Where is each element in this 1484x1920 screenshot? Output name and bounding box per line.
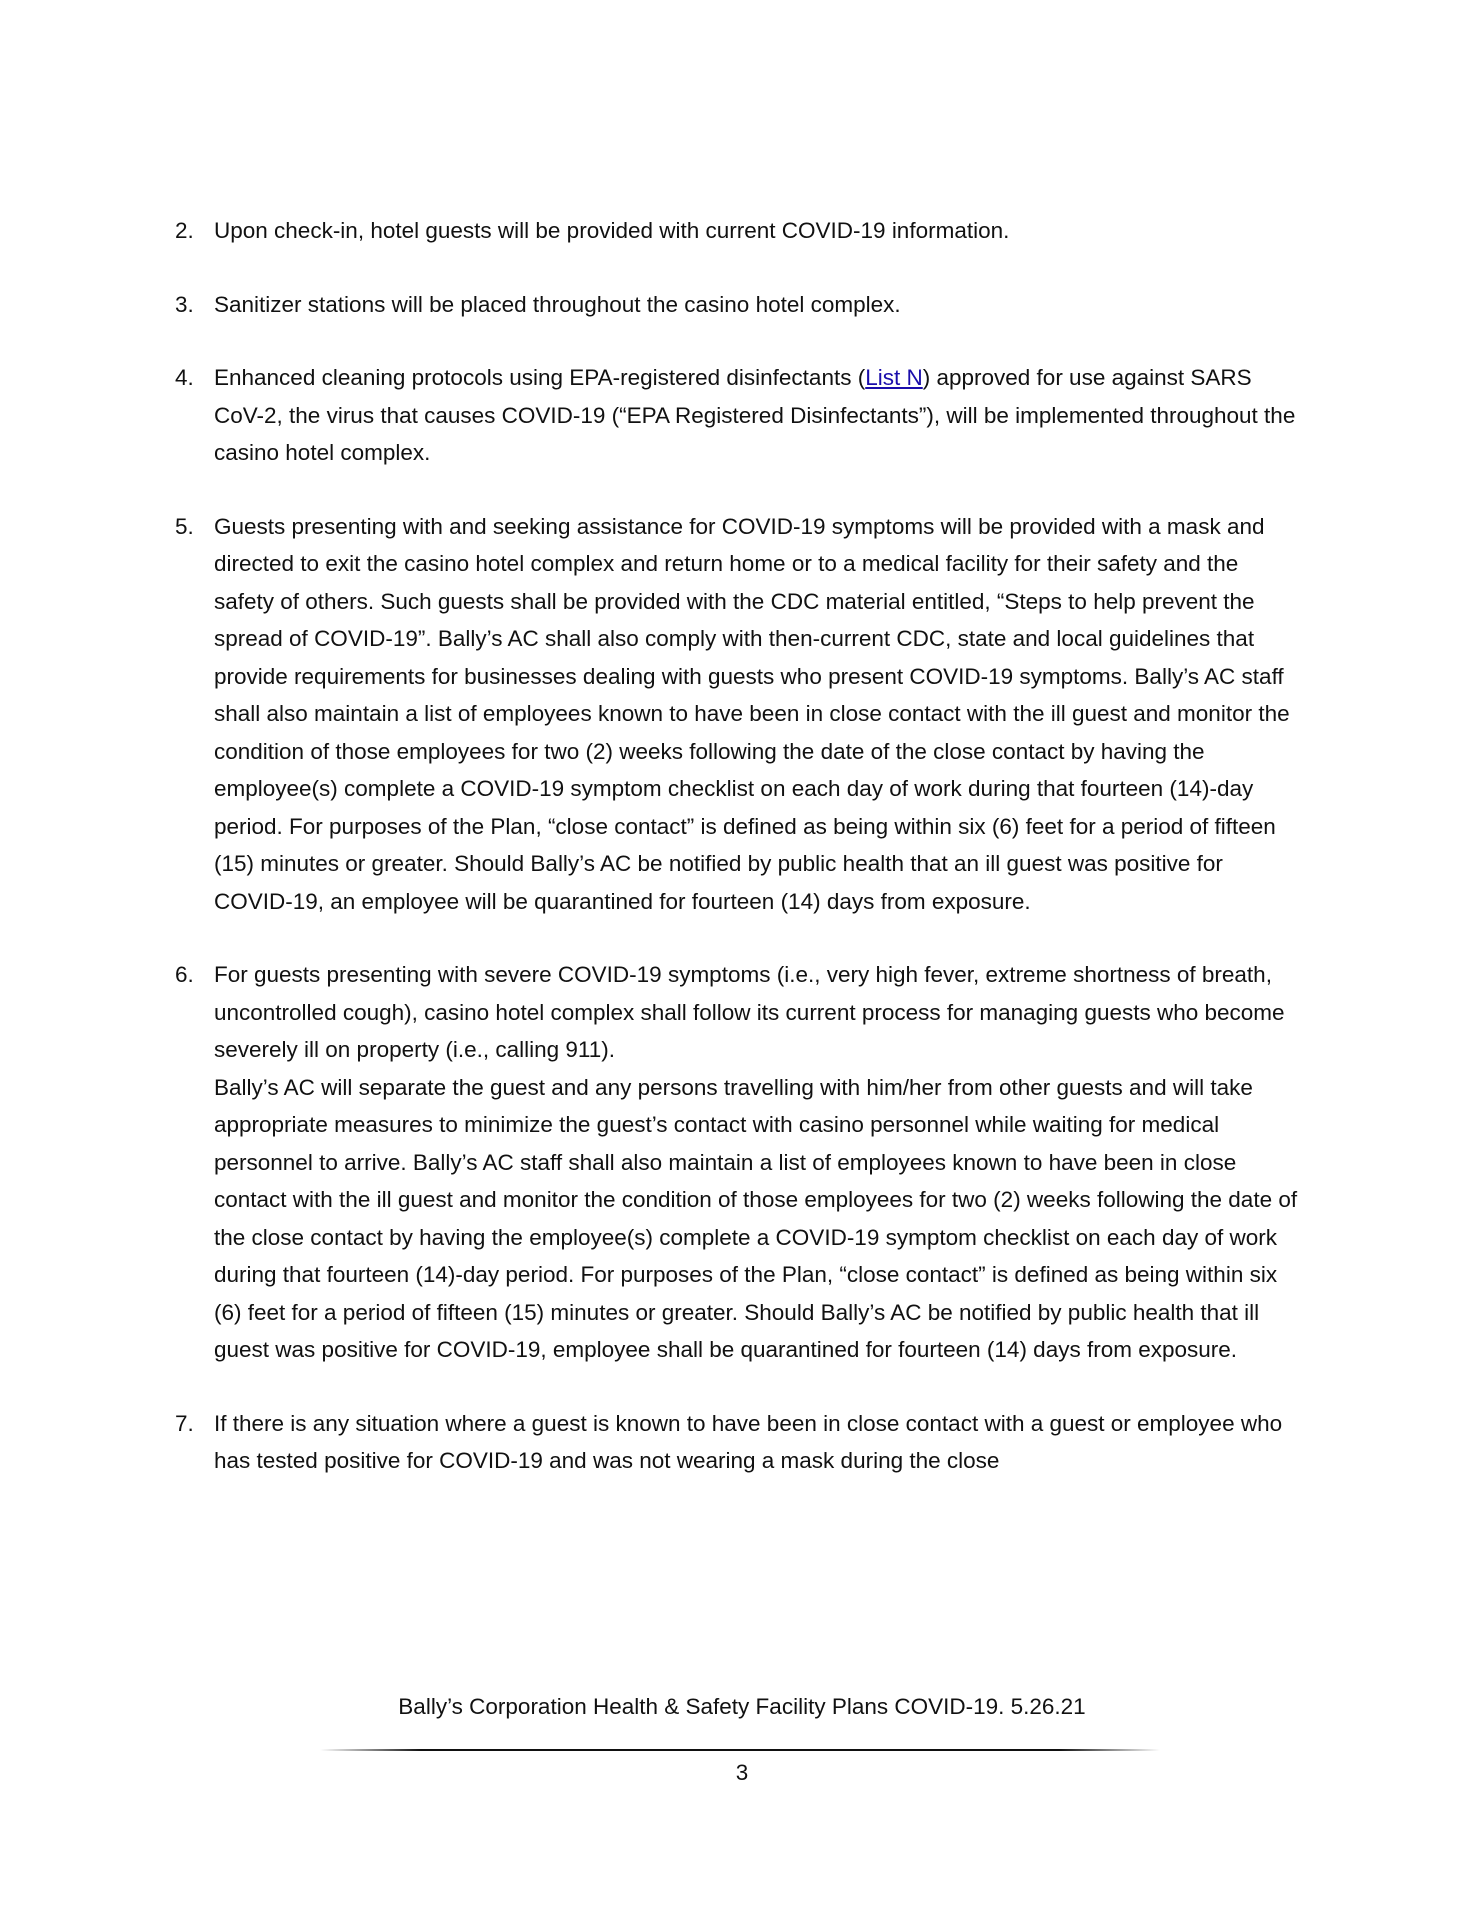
list-item-text: For guests presenting with severe COVID-19 symptoms (i.e., very high fever, extreme shortness of breath, uncontrolled cough), casino hotel complex shall follow its current process for managing guests who become severely ill on property (i.e., calling 911). <box>214 962 1285 1062</box>
list-item-text-continued: Bally’s AC will separate the guest and any persons travelling with him/her from other guests and will take appropriate measures to minimize the guest’s contact with casino personnel while waiting for medical personnel to arrive. Bally’s AC staff shall also maintain a list of employees known to have been in close contact with the ill guest and monitor the condition of those employees for two (2) weeks following the date of the close contact by having the employee(s) complete a COVID-19 symptom checklist on each day of work during that fourteen (14)-day period. For purposes of the Plan, “close contact” is defined as being within six (6) feet for a period of fifteen (15) minutes or greater. Should Bally’s AC be notified by public health that ill guest was positive for COVID-19, employee shall be quarantined for fourteen (14) days from exposure. <box>214 1074 1298 1362</box>
list-item-number: 6. <box>175 962 194 987</box>
list-item-text: Guests presenting with and seeking assistance for COVID-19 symptoms will be provided with a mask and directed to exit the casino hotel complex and return home or to a medical facility for their safety and the safety of others. Such guests shall be provided with the CDC material entitled, “Steps to help prevent the spread of COVID-19”. Bally’s AC shall also comply with then-current CDC, state and local guidelines that provide requirements for businesses dealing with guests who present COVID-19 symptoms. Bally’s AC staff shall also maintain a list of employees known to have been in close contact with the ill guest and monitor the condition of those employees for two (2) weeks following the date of the close contact by having the employee(s) complete a COVID-19 symptom checklist on each day of work during that fourteen (14)-day period. For purposes of the Plan, “close contact” is defined as being within six (6) feet for a period of fifteen (15) minutes or greater. Should Bally’s AC be notified by public health that an ill guest was positive for COVID-19, an employee will be quarantined for fourteen (14) days from exposure. <box>214 513 1290 914</box>
page-number: 3 <box>735 1760 749 1785</box>
list-item-number: 5. <box>175 513 194 539</box>
list-item-text: Sanitizer stations will be placed throughout the casino hotel complex. <box>214 291 901 317</box>
list-item <box>175 956 1304 1369</box>
list-item <box>175 1405 1304 1480</box>
list-item-number: 4. <box>175 365 194 390</box>
list-item-text: If there is any situation where a guest is known to have been in close contact with a guest or employee who has tested positive for COVID-19 and was not wearing a mask during the close <box>214 1410 1283 1473</box>
list-item-number: 7. <box>175 1410 194 1436</box>
list-n-link[interactable]: List N <box>865 365 923 390</box>
list-item <box>175 359 1304 472</box>
list-item-text: Upon check-in, hotel guests will be provided with current COVID-19 information. <box>214 218 1010 243</box>
text-after-link: ) approved for use against SARS CoV-2, the virus that causes COVID-19 (“EPA Registered Disinfectants”), will be implemented throughout the casino hotel complex. <box>214 365 1296 465</box>
footer-divider <box>320 1749 1160 1751</box>
list-item-text <box>214 359 1304 472</box>
footer-text: Bally’s Corporation Health & Safety Facility Plans COVID-19. 5.26.21 <box>398 1694 1086 1719</box>
list-item <box>175 286 1304 324</box>
list-item <box>175 508 1304 921</box>
list-item-number: 3. <box>175 291 194 317</box>
text-before-link: Enhanced cleaning protocols using EPA-registered disinfectants ( <box>214 365 866 390</box>
numbered-list <box>175 212 1304 1516</box>
list-item <box>175 212 1304 250</box>
list-item-number: 2. <box>175 218 194 243</box>
